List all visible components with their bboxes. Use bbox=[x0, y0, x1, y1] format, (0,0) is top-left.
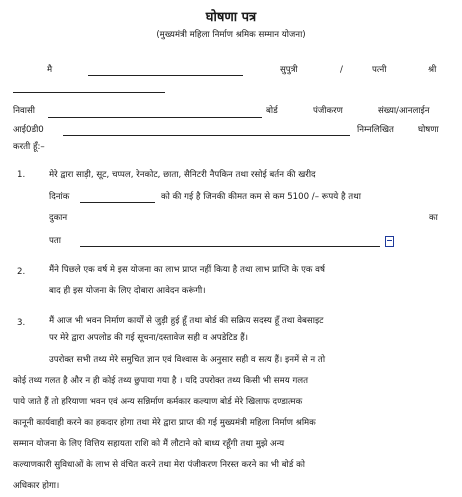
name-field-line[interactable] bbox=[88, 75, 243, 76]
final-line-2: कोई तथ्य गलत है और न ही कोई तथ्य छुपाया गया है । यदि उपरोक्त तथ्य किसी भी समय गलत bbox=[13, 376, 309, 386]
relative-name-field-line[interactable] bbox=[13, 92, 165, 93]
intro-me: मै bbox=[47, 65, 53, 75]
item-number: 3. bbox=[17, 318, 26, 328]
intro-following: निम्नलिखित bbox=[357, 125, 394, 135]
registration-id-field-line[interactable] bbox=[63, 135, 350, 136]
intro-panjikaran: पंजीकरण bbox=[313, 106, 343, 116]
intro-id: आई0डी0 bbox=[13, 125, 44, 135]
final-line-4: कानूनी कार्यवाही करने का हकदार होगा तथा मेरे द्वारा प्राप्त की गई मुख्यमंत्री महिला निर्माण श्रमिक bbox=[13, 418, 316, 428]
item-1-dukan: दुकान bbox=[49, 213, 68, 223]
item-3-line-1: मैं आज भी भवन निर्माण कार्यों से जुड़ी हुई हूँ तथा बोर्ड की सक्रिय सदस्य हूँ तथा वेबसाइट bbox=[49, 316, 324, 326]
final-line-7: अधिकार होगा। bbox=[13, 481, 60, 491]
intro-shri: श्री bbox=[428, 65, 437, 75]
item-2-line-2: बाद ही इस योजना के लिए दोबारा आवेदन करूंगी। bbox=[49, 286, 206, 296]
item-3-line-2: पर मेरे द्वारा अपलोड की गई सूचना/दस्तावेज सही व अपडेटिड हैं। bbox=[49, 333, 248, 343]
intro-patni: पत्नी bbox=[372, 65, 387, 75]
item-1-line-2: को की गई है जिनकी कीमत कम से कम 5100 /– रूपये है तथा bbox=[161, 192, 361, 202]
final-line-5: सम्मान योजना के लिए वित्तिय सहायता राशि को मैं लौटाने को बाध्य रहूँगी तथा मुझे अन्य bbox=[13, 439, 285, 449]
intro-board: बोर्ड bbox=[266, 106, 278, 116]
address-field-line[interactable] bbox=[48, 117, 262, 118]
document-icon bbox=[385, 236, 394, 247]
purchase-date-field-line[interactable] bbox=[80, 202, 155, 203]
intro-ghoshna: घोषणा bbox=[418, 125, 439, 135]
final-line-6: कल्याणकारी सुविधाओं के लाभ से वंचित करने तथा मेरा पंजीकरण निरस्त करने का भी बोर्ड को bbox=[13, 460, 305, 470]
intro-karti: करती हूँ:– bbox=[13, 142, 45, 152]
intro-suputri: सुपुत्री bbox=[280, 65, 298, 75]
final-line-3: पाये जाते हैं तो हरियाणा भवन एवं अन्य सन्निर्माण कर्मकार कल्याण बोर्ड मेरे खिलाफ दण्डात्मक bbox=[13, 397, 303, 407]
intro-nivasi: निवासी bbox=[13, 106, 36, 116]
item-2-line-1: मैंने पिछले एक वर्ष मे इस योजना का लाभ प्राप्त नहीं किया है तथा लाभ प्राप्ति के एक वर्ष bbox=[49, 265, 325, 275]
shop-address-field-line[interactable] bbox=[80, 246, 380, 247]
final-line-1: उपरोक्त सभी तथ्य मेरे समुचित ज्ञान एवं विश्वास के अनुसार सही व सत्य हैं। इनमें से न तो bbox=[49, 355, 326, 365]
intro-sankhya: संख्या/आनलाईन bbox=[378, 106, 430, 116]
item-1-ka: का bbox=[429, 213, 438, 223]
item-1-dinank: दिनांक bbox=[49, 192, 70, 202]
page-title: घोषणा पत्र bbox=[205, 10, 257, 25]
item-1-line-1: मेरे द्वारा साड़ी, सूट, चप्पल, रेनकोट, छाता, सैनिटरी नैपकिन तथा रसोई बर्तन की खरीद bbox=[49, 170, 316, 180]
item-1-pata: पता bbox=[49, 236, 62, 246]
intro-slash: / bbox=[340, 65, 343, 75]
item-number: 2. bbox=[17, 267, 26, 277]
page-subtitle: (मुख्यमंत्री महिला निर्माण श्रमिक सम्मान योजना) bbox=[156, 30, 306, 40]
item-number: 1. bbox=[17, 170, 26, 180]
